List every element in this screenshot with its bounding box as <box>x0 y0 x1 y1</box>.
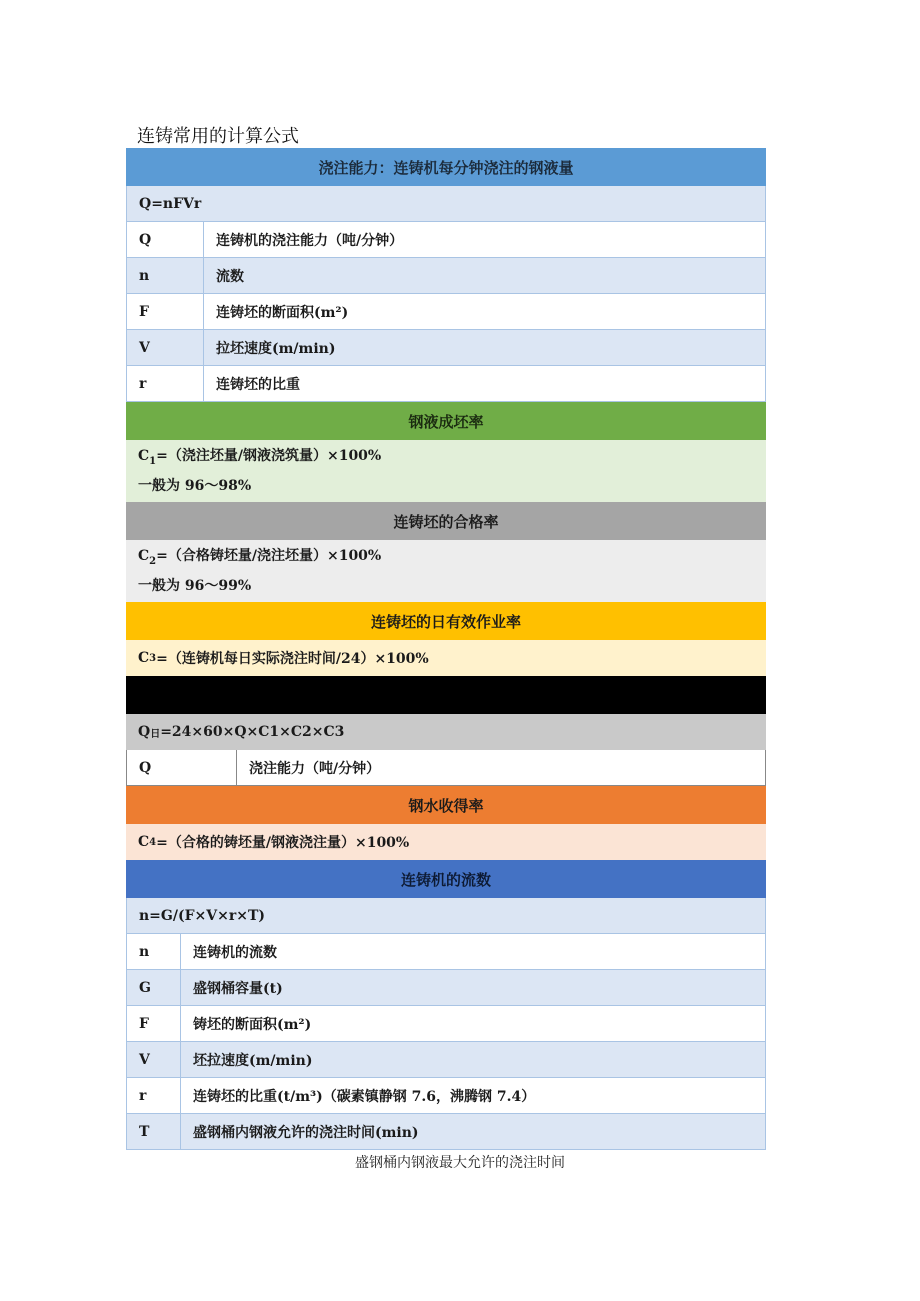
yield-rate-body <box>126 440 766 502</box>
formula-symbol: C <box>138 834 150 850</box>
operation-rate-header: 连铸坯的日有效作业率 <box>126 602 766 640</box>
document-title: 连铸常用的计算公式 <box>137 126 299 147</box>
steel-recovery-header: 钢水收得率 <box>126 786 766 824</box>
qualified-rate-body <box>126 540 766 602</box>
casting-capacity-formula: Q=nFVr <box>126 186 766 222</box>
var-key: V <box>127 330 204 365</box>
var-key: r <box>127 366 204 401</box>
formula-subscript: 4 <box>149 836 157 848</box>
var-desc: 盛钢桶容量(t) <box>193 980 283 997</box>
var-row-n <box>126 258 766 294</box>
qualified-rate-range: 一般为 96～99% <box>138 577 252 594</box>
qualified-rate-formula <box>138 544 381 574</box>
strand-count-header: 连铸机的流数 <box>126 860 766 898</box>
yield-rate-range: 一般为 96～98% <box>138 477 252 494</box>
var-key: F <box>127 1006 181 1041</box>
formula-symbol: Q <box>138 724 151 740</box>
formula-symbol: C <box>138 548 150 565</box>
daily-output-formula <box>126 714 766 750</box>
formula-expression: =（浇注坯量/钢液浇筑量）×100% <box>156 448 382 465</box>
var-desc: 铸坯的断面积(m²) <box>193 1016 312 1033</box>
formula-expression: =（连铸机每日实际浇注时间/24）×100% <box>156 651 429 667</box>
formula-expression: =24×60×Q×C1×C2×C3 <box>160 724 345 740</box>
var-key: Q <box>127 222 204 257</box>
strand-var-row-f <box>126 1006 766 1042</box>
var-key: n <box>127 258 204 293</box>
strand-var-row-g <box>126 970 766 1006</box>
var-desc: 流数 <box>216 268 244 285</box>
var-desc: 拉坯速度(m/min) <box>216 340 336 357</box>
var-row-f <box>126 294 766 330</box>
var-key: G <box>127 970 181 1005</box>
yield-rate-header: 钢液成坯率 <box>126 402 766 440</box>
formula-symbol: C <box>138 448 150 465</box>
operation-rate-formula <box>126 640 766 676</box>
strand-var-row-t <box>126 1114 766 1150</box>
table-caption: 盛钢桶内钢液最大允许的浇注时间 <box>355 1155 565 1171</box>
qualified-rate-header: 连铸坯的合格率 <box>126 502 766 540</box>
var-key: V <box>127 1042 181 1077</box>
formula-subscript: 2 <box>149 555 157 567</box>
var-row-r <box>126 366 766 402</box>
daily-var-row-q <box>126 750 766 786</box>
var-key: Q <box>127 750 237 785</box>
formula-subscript: 日 <box>150 728 161 740</box>
formula-table <box>126 148 766 1150</box>
var-desc: 坯拉速度(m/min) <box>193 1052 313 1069</box>
strand-count-formula: n=G/(F×V×r×T) <box>126 898 766 934</box>
var-desc: 连铸坯的比重 <box>216 376 300 393</box>
var-key: F <box>127 294 204 329</box>
var-row-q <box>126 222 766 258</box>
strand-var-row-n <box>126 934 766 970</box>
formula-expression: =（合格铸坯量/浇注坯量）×100% <box>156 548 382 565</box>
strand-var-row-r <box>126 1078 766 1114</box>
yield-rate-formula <box>138 444 381 474</box>
strand-var-row-v <box>126 1042 766 1078</box>
var-row-v <box>126 330 766 366</box>
steel-recovery-formula <box>126 824 766 860</box>
var-desc: 浇注能力（吨/分钟） <box>249 760 381 777</box>
formula-subscript: 1 <box>149 455 157 467</box>
var-key: n <box>127 934 181 969</box>
var-desc: 盛钢桶内钢液允许的浇注时间(min) <box>193 1124 419 1141</box>
var-key: r <box>127 1078 181 1113</box>
formula-expression: =（合格的铸坯量/钢液浇注量）×100% <box>156 835 410 851</box>
var-desc: 连铸坯的比重(t/m³)（碳素镇静钢 7.6，沸腾钢 7.4） <box>193 1088 536 1105</box>
var-desc: 连铸机的浇注能力（吨/分钟） <box>216 232 404 249</box>
var-desc: 连铸机的流数 <box>193 944 277 961</box>
formula-symbol: C <box>138 650 150 666</box>
formula-subscript: 3 <box>149 652 157 664</box>
black-divider <box>126 676 766 714</box>
casting-capacity-header: 浇注能力：连铸机每分钟浇注的钢液量 <box>126 148 766 186</box>
var-desc: 连铸坯的断面积(m²) <box>216 304 349 321</box>
var-key: T <box>127 1114 181 1149</box>
